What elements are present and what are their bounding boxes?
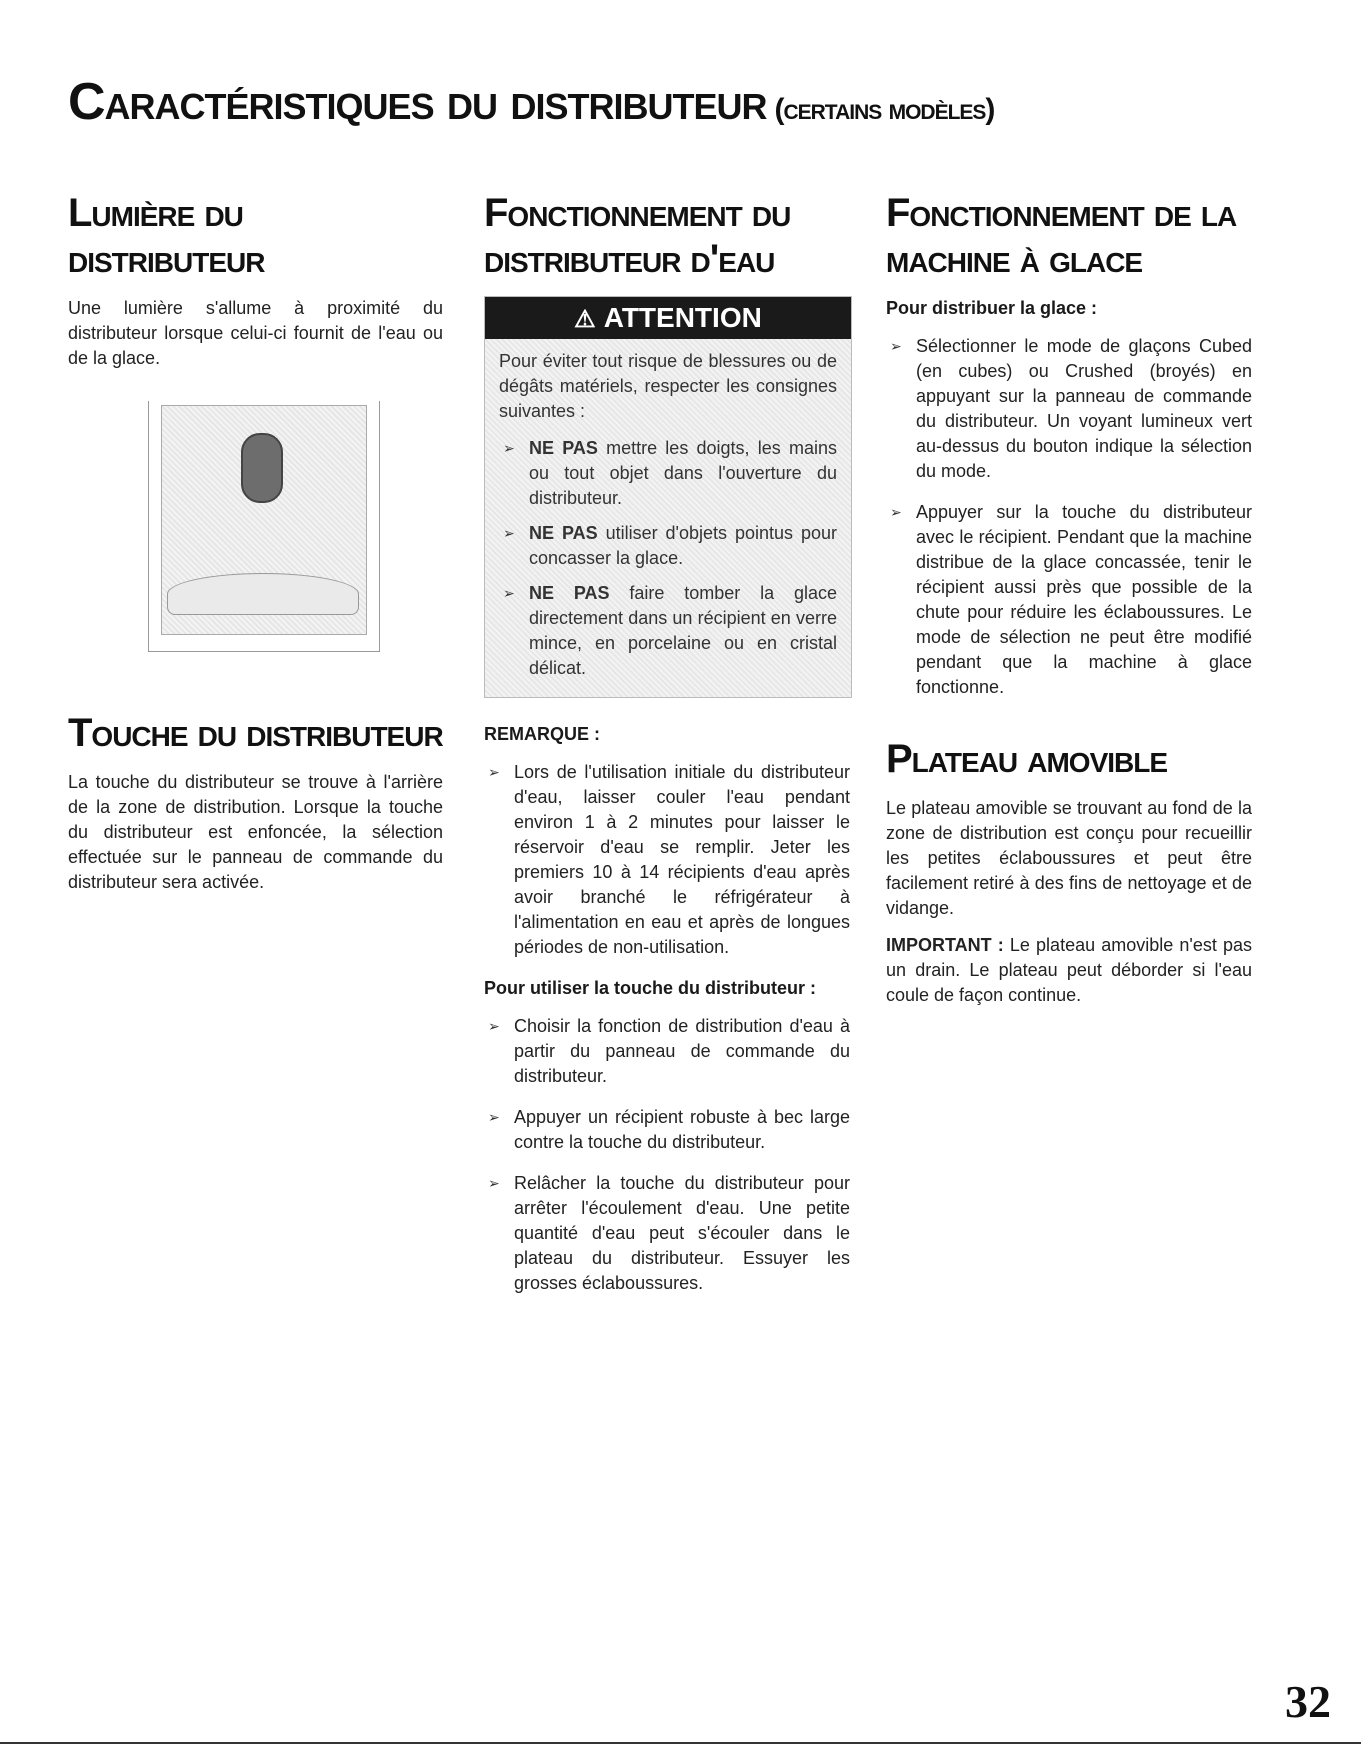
important-label: IMPORTANT :: [886, 935, 1004, 955]
dispenser-illustration: [148, 401, 380, 652]
water-step-text: Choisir la fonction de distribution d'eau à partir du panneau de commande du distributeur.: [514, 1016, 850, 1086]
ice-steps: [886, 334, 1252, 700]
page-title-main: Caractéristiques du distributeur: [68, 73, 767, 131]
attention-item-bold: NE PAS: [529, 523, 598, 543]
heading-eau: Fonctionnement du distributeur d'eau: [484, 191, 791, 281]
arrow-icon: ➢: [890, 504, 902, 520]
ice-subhead: Pour distribuer la glace :: [886, 298, 1098, 318]
attention-intro: Pour éviter tout risque de blessures ou de dégâts matériels, respecter les consignes suivantes :: [499, 351, 837, 421]
arrow-icon: ➢: [488, 764, 500, 780]
ice-step: [886, 334, 1252, 484]
page-number: 32: [1285, 1676, 1331, 1727]
arrow-icon: ➢: [503, 525, 515, 541]
remarque-list: [484, 760, 850, 960]
attention-box: [484, 296, 852, 698]
attention-item-bold: NE PAS: [529, 583, 610, 603]
text-plateau: Le plateau amovible se trouvant au fond de la zone de distribution est conçu pour recueillir les petites éclaboussures et peut être facilement retiré à des fins de nettoyage et de vidange.: [886, 798, 1252, 918]
attention-item: [499, 436, 837, 511]
remarque-label: REMARQUE :: [484, 724, 600, 744]
attention-item: [499, 521, 837, 571]
arrow-icon: ➢: [488, 1018, 500, 1034]
water-step: [484, 1171, 850, 1296]
dispenser-tray: [167, 573, 359, 615]
heading-touche: Touche du distributeur: [68, 711, 443, 755]
remarque-item: [484, 760, 850, 960]
water-step: [484, 1014, 850, 1089]
arrow-icon: ➢: [488, 1109, 500, 1125]
arrow-icon: ➢: [488, 1175, 500, 1191]
attention-item-bold: NE PAS: [529, 438, 598, 458]
water-steps: [484, 1014, 850, 1296]
attention-item-text: faire tomber la glace directement dans un récipient en verre mince, en porcelaine ou en cristal délicat.: [529, 583, 837, 678]
ice-step-text: Sélectionner le mode de glaçons Cubed (en cubes) ou Crushed (broyés) en appuyant sur la panneau de commande du distributeur. Un voyant lumineux vert au-dessus du bouton indique la sélection du mode.: [916, 336, 1252, 481]
page-title-sub: (certains modèles): [774, 93, 995, 126]
attention-item-text: utiliser d'objets pointus pour concasser la glace.: [529, 523, 837, 568]
warning-icon: ⚠: [574, 306, 596, 333]
bottom-rule: [0, 1742, 1361, 1744]
attention-item: [499, 581, 837, 681]
water-step-text: Relâcher la touche du distributeur pour arrêter l'écoulement d'eau. Une petite quantité d'eau peut s'écouler dans le plateau du distributeur. Essuyer les grosses éclaboussures.: [514, 1173, 850, 1293]
water-step-text: Appuyer un récipient robuste à bec large contre la touche du distributeur.: [514, 1107, 850, 1152]
attention-item-text: mettre les doigts, les mains ou tout objet dans l'ouverture du distributeur.: [529, 438, 837, 508]
attention-bar: [485, 297, 851, 339]
remarque-text: Lors de l'utilisation initiale du distributeur d'eau, laisser couler l'eau pendant environ 1 à 2 minutes pour laisser le réservoir d'eau se remplir. Jeter les premiers 10 à 14 récipients d'eau après avoir branché le réfrigérateur à l'alimentation en eau et après de longues périodes de non-utilisation.: [514, 762, 850, 957]
text-lumiere: Une lumière s'allume à proximité du distributeur lorsque celui-ci fournit de l'eau ou de la glace.: [68, 298, 443, 368]
column-1: [68, 190, 443, 895]
heading-glace: Fonctionnement de la machine à glace: [886, 191, 1237, 281]
page-title: [68, 72, 994, 132]
heading-lumiere: Lumière du distributeur: [68, 191, 265, 281]
attention-label: ATTENTION: [603, 302, 762, 333]
column-3: [886, 190, 1252, 1008]
important-text: Le plateau amovible n'est pas un drain. Le plateau peut déborder si l'eau coule de façon continue.: [886, 935, 1252, 1005]
ice-step-text: Appuyer sur la touche du distributeur avec le récipient. Pendant que la machine distribue de la glace concassée, tenir le récipient aussi près que possible de la chute pour réduire les éclaboussures. Le mode de sélection ne peut être modifié pendant que la machine à glace fonctionne.: [916, 502, 1252, 697]
heading-plateau: Plateau amovible: [886, 737, 1168, 781]
arrow-icon: ➢: [503, 440, 515, 456]
ice-step: [886, 500, 1252, 700]
dispenser-lever: [241, 433, 283, 503]
text-important: [886, 933, 1252, 1008]
water-subhead: Pour utiliser la touche du distributeur :: [484, 978, 817, 998]
arrow-icon: ➢: [890, 338, 902, 354]
attention-list: [499, 436, 837, 681]
text-touche: La touche du distributeur se trouve à l'arrière de la zone de distribution. Lorsque la touche du distributeur est enfoncée, la sélection effectuée sur le panneau de commande du distributeur sera activée.: [68, 772, 443, 892]
column-2: [484, 190, 850, 1312]
arrow-icon: ➢: [503, 585, 515, 601]
water-step: [484, 1105, 850, 1155]
